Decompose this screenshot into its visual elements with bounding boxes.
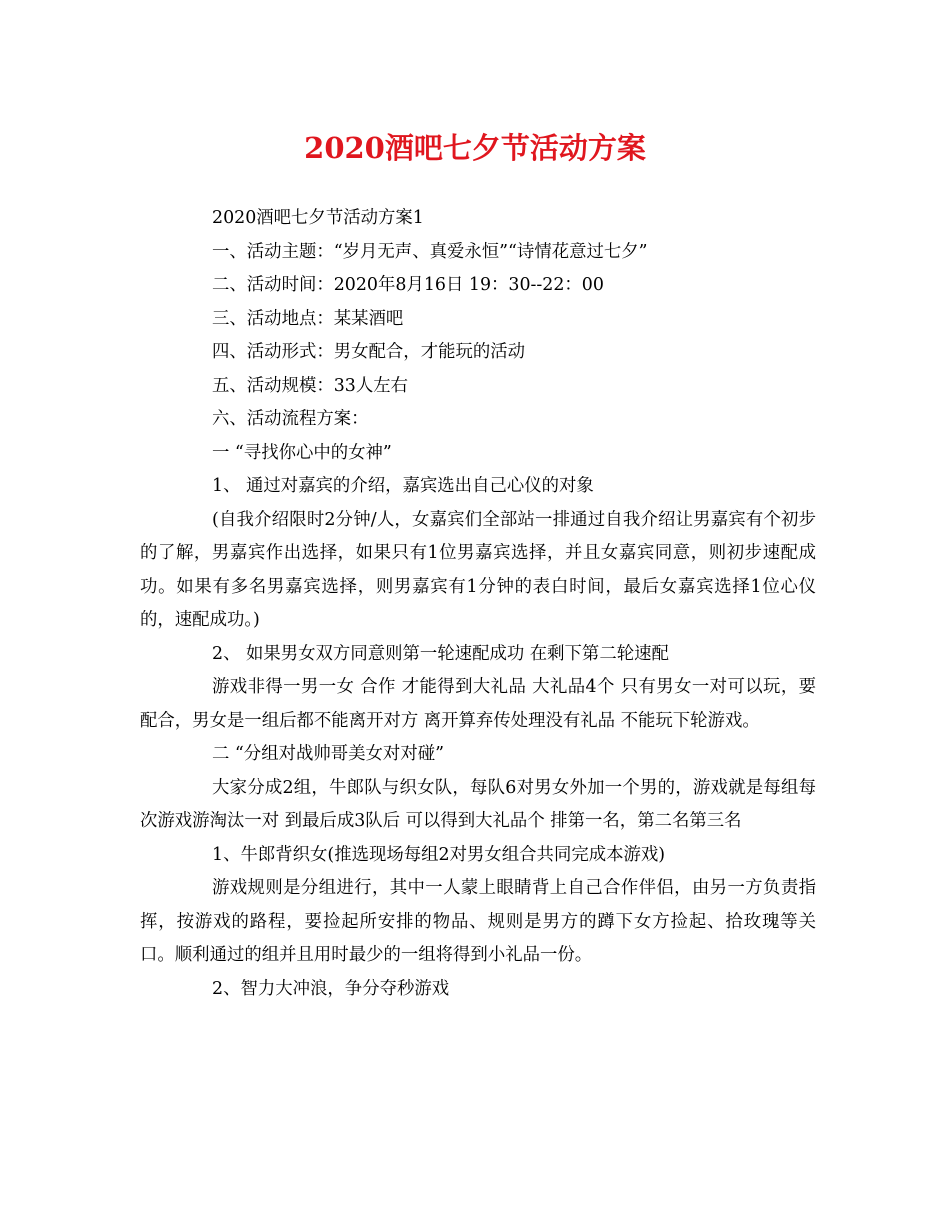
paragraph: (自我介绍限时2分钟/人，女嘉宾们全部站一排通过自我介绍让男嘉宾有个初步的了解，男嘉宾作出选择，如果只有1位男嘉宾选择，并且女嘉宾同意，则初步速配成功。如果有多名男嘉宾选择，则男嘉宾有1分钟的表白时间，最后女嘉宾选择1位心仪的，速配成功。) — [140, 509, 816, 630]
paragraph: 二 “分组对战帅哥美女对对碰” — [212, 744, 444, 764]
paragraph: 游戏规则是分组进行，其中一人蒙上眼睛背上自己合作伴侣，由另一方负责指挥，按游戏的路程，要捡起所安排的物品、规则是男方的蹲下女方捡起、拾玫瑰等关口。顺利通过的组并且用时最少的一组将得到小礼品一份。 — [140, 878, 816, 965]
paragraph: 二、活动时间：2020年8月16日 19：30--22：00 — [212, 275, 604, 295]
paragraph: 1、牛郎背织女(推选现场每组2对男女组合共同完成本游戏) — [212, 844, 666, 865]
paragraph: 四、活动形式：男女配合，才能玩的活动 — [212, 342, 526, 362]
paragraph: 一 “寻找你心中的女神” — [212, 442, 392, 463]
paragraph: 三、活动地点：某某酒吧 — [212, 308, 404, 329]
paragraph: 游戏非得一男一女 合作 才能得到大礼品 大礼品4个 只有男女一对可以玩，要配合，男女是一组后都不能离开对方 离开算弃传处理没有礼品 不能玩下轮游戏。 — [140, 677, 816, 731]
paragraph: 2、 如果男女双方同意则第一轮速配成功 在剩下第二轮速配 — [212, 643, 669, 664]
paragraph: 2、智力大冲浪，争分夺秒游戏 — [212, 978, 450, 999]
document-title: 2020酒吧七夕节活动方案 — [304, 131, 646, 165]
paragraph: 大家分成2组，牛郎队与织女队，每队6对男女外加一个男的，游戏就是每组每次游戏游淘汰一对 到最后成3队后 可以得到大礼品个 排第一名，第二名第三名 — [140, 777, 816, 831]
paragraph: 一、活动主题：“岁月无声、真爱永恒”“诗情花意过七夕” — [212, 241, 648, 262]
document-body — [140, 202, 816, 1006]
paragraph: 六、活动流程方案： — [212, 409, 369, 429]
paragraph: 五、活动规模：33人左右 — [212, 375, 409, 396]
paragraph: 2020酒吧七夕节活动方案1 — [212, 208, 424, 228]
paragraph: 1、 通过对嘉宾的介绍，嘉宾选出自己心仪的对象 — [212, 476, 594, 496]
